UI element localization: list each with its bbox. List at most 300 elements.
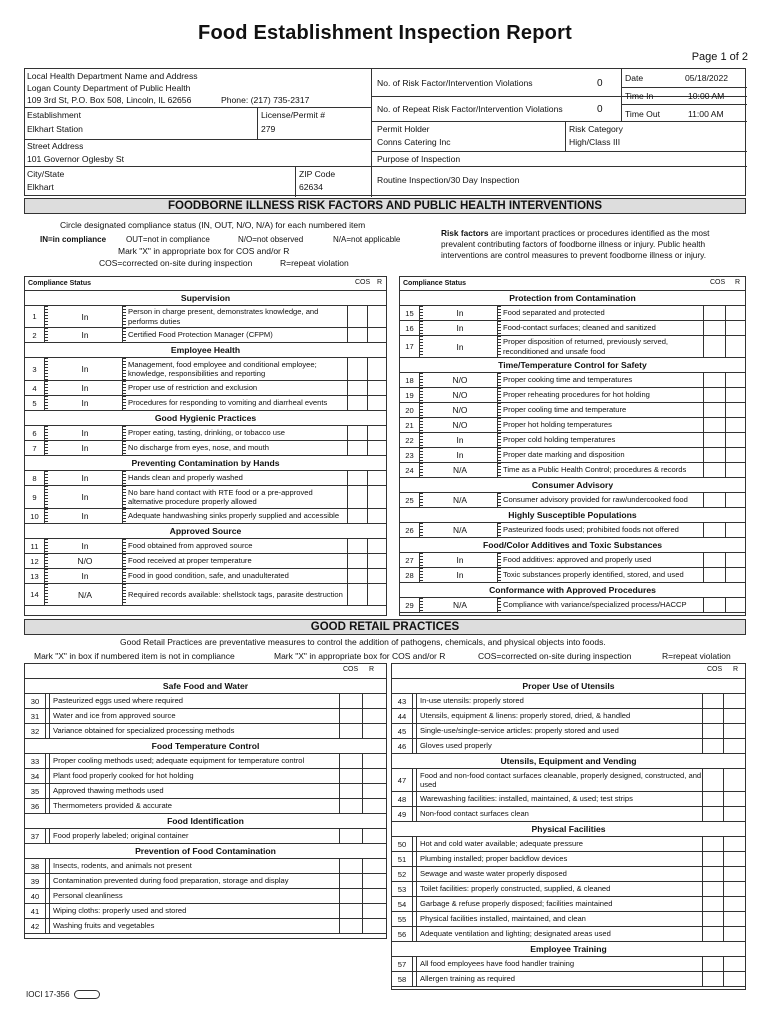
cos-checkbox[interactable]: [703, 957, 724, 971]
cos-checkbox[interactable]: [703, 694, 724, 708]
item-description: Consumer advisory provided for raw/undercooked food: [501, 493, 704, 507]
risk-item-row: [400, 598, 745, 613]
retail-item-row: [392, 724, 745, 739]
foodborne-title: FOODBORNE ILLNESS RISK FACTORS AND PUBLIC HEALTH INTERVENTIONS: [24, 198, 746, 214]
item-description: Hot and cold water available; adequate pressure: [417, 837, 703, 851]
retail-line-1: Good Retail Practices are preventative measures to control the addition of pathogens, chemicals, and physical objects into foods.: [120, 637, 606, 647]
group-heading: Time/Temperature Control for Safety: [400, 358, 745, 373]
compliance-status[interactable]: In: [423, 433, 498, 447]
repeat-checkbox[interactable]: [726, 403, 748, 417]
repeat-checkbox[interactable]: [368, 396, 388, 410]
retail-item-row: [25, 709, 386, 724]
time-in-value: 10:00 AM: [688, 91, 725, 101]
cos-checkbox[interactable]: [348, 509, 368, 523]
legend-repeat: R=repeat violation: [280, 258, 349, 268]
repeat-checkbox[interactable]: [363, 889, 386, 903]
legend-line-1: Circle designated compliance status (IN, OUT, N/O, N/A) for each numbered item: [60, 220, 366, 230]
risk-item-row: [25, 509, 386, 524]
cos-checkbox[interactable]: [704, 418, 726, 432]
cos-checkbox[interactable]: [703, 912, 724, 926]
cos-checkbox[interactable]: [348, 358, 368, 380]
item-number: 36: [25, 799, 46, 813]
item-description: Proper eating, tasting, drinking, or tobacco use: [126, 426, 348, 440]
retail-item-row: [25, 904, 386, 919]
cos-checkbox[interactable]: [704, 321, 726, 335]
repeat-checkbox[interactable]: [726, 493, 748, 507]
cos-checkbox[interactable]: [348, 554, 368, 568]
compliance-status[interactable]: In: [48, 306, 123, 327]
compliance-status[interactable]: N/A: [423, 523, 498, 537]
item-description: Non-food contact surfaces clean: [417, 807, 703, 821]
repeat-checkbox[interactable]: [363, 859, 386, 873]
cos-checkbox[interactable]: [348, 441, 368, 455]
item-description: Single-use/single-service articles: properly stored and used: [417, 724, 703, 738]
cos-checkbox[interactable]: [704, 388, 726, 402]
cos-checkbox[interactable]: [340, 904, 363, 918]
compliance-status[interactable]: In: [423, 568, 498, 582]
compliance-status[interactable]: N/A: [423, 493, 498, 507]
compliance-status[interactable]: In: [48, 358, 123, 380]
item-description: Time as a Public Health Control; procedures & records: [501, 463, 704, 477]
item-description: Management, food employee and conditional employee; knowledge, responsibilities and reporting: [126, 358, 348, 380]
cos-checkbox[interactable]: [340, 694, 363, 708]
retail-item-row: [392, 927, 745, 942]
retail-item-row: [392, 739, 745, 754]
permit-holder-label: Permit Holder: [377, 124, 430, 134]
establishment-value: Elkhart Station: [27, 124, 83, 134]
retail-line-2a: Mark "X" in box if numbered item is not in compliance: [34, 651, 235, 661]
cos-checkbox[interactable]: [704, 373, 726, 387]
item-description: Food and non-food contact surfaces cleanable, properly designed, constructed, and used: [417, 769, 703, 791]
item-number: 56: [392, 927, 413, 941]
risk-table-right-header: [400, 277, 745, 291]
repeat-checkbox[interactable]: [724, 972, 745, 986]
item-number: 6: [25, 426, 45, 440]
repeat-checkbox[interactable]: [726, 463, 748, 477]
item-number: 37: [25, 829, 46, 843]
cos-checkbox[interactable]: [703, 927, 724, 941]
cos-checkbox[interactable]: [703, 972, 724, 986]
risk-item-row: [400, 418, 745, 433]
item-number: 9: [25, 486, 45, 508]
compliance-status[interactable]: N/O: [423, 403, 498, 417]
cos-checkbox[interactable]: [340, 874, 363, 888]
repeat-checkbox[interactable]: [724, 807, 745, 821]
group-heading: Highly Susceptible Populations: [400, 508, 745, 523]
retail-item-row: [392, 912, 745, 927]
group-heading: Preventing Contamination by Hands: [25, 456, 386, 471]
repeat-checkbox[interactable]: [368, 471, 388, 485]
risk-item-row: [25, 569, 386, 584]
group-heading: Utensils, Equipment and Vending: [392, 754, 745, 769]
repeat-checkbox[interactable]: [724, 927, 745, 941]
repeat-checkbox[interactable]: [363, 904, 386, 918]
retail-table-left: [24, 663, 387, 939]
retail-item-row: [25, 799, 386, 814]
risk-item-row: [25, 306, 386, 328]
repeat-checkbox[interactable]: [726, 306, 748, 320]
cos-header: COS: [707, 666, 723, 673]
legend-line-3: Mark "X" in appropriate box for COS and/or R: [118, 246, 290, 256]
item-description: Toilet facilities: properly constructed, supplied, & cleaned: [417, 882, 703, 896]
retail-item-row: [392, 972, 745, 987]
repeat-checkbox[interactable]: [726, 321, 748, 335]
repeat-checkbox[interactable]: [363, 724, 386, 738]
compliance-status[interactable]: N/A: [423, 463, 498, 477]
repeat-checkbox[interactable]: [363, 919, 386, 933]
cos-checkbox[interactable]: [340, 889, 363, 903]
group-heading: Prevention of Food Contamination: [25, 844, 386, 859]
repeat-checkbox[interactable]: [726, 433, 748, 447]
repeat-checkbox[interactable]: [726, 553, 748, 567]
group-heading: Good Hygienic Practices: [25, 411, 386, 426]
repeat-checkbox[interactable]: [724, 769, 745, 791]
retail-item-row: [25, 694, 386, 709]
compliance-status[interactable]: N/A: [48, 584, 123, 605]
item-description: All food employees have food handler training: [417, 957, 703, 971]
repeat-checkbox[interactable]: [363, 874, 386, 888]
item-description: No discharge from eyes, nose, and mouth: [126, 441, 348, 455]
item-number: 29: [400, 598, 420, 612]
repeat-checkbox[interactable]: [726, 598, 748, 612]
risk-item-row: [25, 441, 386, 456]
item-number: 41: [25, 904, 46, 918]
cos-checkbox[interactable]: [340, 754, 363, 768]
cos-checkbox[interactable]: [340, 919, 363, 933]
compliance-status[interactable]: In: [423, 336, 498, 357]
item-description: Proper cooking time and temperatures: [501, 373, 704, 387]
compliance-status-label: Compliance Status: [28, 280, 92, 287]
cos-checkbox[interactable]: [703, 837, 724, 851]
group-heading: Food/Color Additives and Toxic Substances: [400, 538, 745, 553]
repeat-checkbox[interactable]: [724, 867, 745, 881]
repeat-checkbox[interactable]: [726, 336, 748, 357]
group-heading: Supervision: [25, 291, 386, 306]
item-number: 26: [400, 523, 420, 537]
repeat-checkbox[interactable]: [724, 694, 745, 708]
item-number: 20: [400, 403, 420, 417]
compliance-status[interactable]: N/A: [423, 598, 498, 612]
cos-checkbox[interactable]: [348, 306, 368, 327]
compliance-status[interactable]: In: [48, 381, 123, 395]
item-number: 45: [392, 724, 413, 738]
repeat-checkbox[interactable]: [726, 448, 748, 462]
cos-checkbox[interactable]: [704, 553, 726, 567]
item-number: 25: [400, 493, 420, 507]
cos-checkbox[interactable]: [340, 709, 363, 723]
repeat-checkbox[interactable]: [363, 769, 386, 783]
item-description: No bare hand contact with RTE food or a pre-approved alternative procedure properly allowed: [126, 486, 348, 508]
repeat-checkbox[interactable]: [368, 328, 388, 342]
retail-item-row: [25, 769, 386, 784]
repeat-checkbox[interactable]: [724, 912, 745, 926]
item-description: Compliance with variance/specialized process/HACCP: [501, 598, 704, 612]
item-description: Toxic substances properly identified, stored, and used: [501, 568, 704, 582]
cos-checkbox[interactable]: [703, 807, 724, 821]
item-number: 53: [392, 882, 413, 896]
cos-checkbox[interactable]: [348, 328, 368, 342]
cos-checkbox[interactable]: [703, 897, 724, 911]
group-heading: Conformance with Approved Procedures: [400, 583, 745, 598]
retail-item-row: [392, 957, 745, 972]
cos-checkbox[interactable]: [704, 523, 726, 537]
risk-item-row: [25, 486, 386, 509]
cos-checkbox[interactable]: [704, 493, 726, 507]
cos-checkbox[interactable]: [348, 584, 368, 605]
repeat-checkbox[interactable]: [724, 957, 745, 971]
report-title: Food Establishment Inspection Report: [198, 22, 572, 44]
risk-item-row: [400, 553, 745, 568]
risk-item-row: [25, 426, 386, 441]
item-description: Proper reheating procedures for hot holding: [501, 388, 704, 402]
item-description: Garbage & refuse properly disposed; facilities maintained: [417, 897, 703, 911]
item-number: 31: [25, 709, 46, 723]
retail-item-row: [392, 852, 745, 867]
retail-left-header: [25, 664, 386, 679]
cos-checkbox[interactable]: [703, 867, 724, 881]
cos-checkbox[interactable]: [703, 852, 724, 866]
risk-item-row: [25, 328, 386, 343]
group-heading: Consumer Advisory: [400, 478, 745, 493]
item-number: 40: [25, 889, 46, 903]
risk-item-row: [25, 381, 386, 396]
retail-item-row: [25, 859, 386, 874]
repeat-checkbox[interactable]: [363, 799, 386, 813]
risk-item-row: [400, 493, 745, 508]
cos-checkbox[interactable]: [348, 426, 368, 440]
item-number: 28: [400, 568, 420, 582]
lhd-phone: Phone: (217) 735-2317: [221, 95, 310, 105]
item-description: Hands clean and properly washed: [126, 471, 348, 485]
item-description: Proper cooling methods used; adequate equipment for temperature control: [50, 754, 340, 768]
repeat-checkbox[interactable]: [726, 568, 748, 582]
compliance-status[interactable]: In: [48, 396, 123, 410]
item-number: 54: [392, 897, 413, 911]
repeat-checkbox[interactable]: [724, 882, 745, 896]
compliance-status[interactable]: In: [48, 328, 123, 342]
compliance-status[interactable]: In: [48, 509, 123, 523]
cos-checkbox[interactable]: [703, 709, 724, 723]
rf-violations-label: No. of Risk Factor/Intervention Violations: [377, 78, 533, 88]
group-heading: Physical Facilities: [392, 822, 745, 837]
legend-cos: COS=corrected on-site during inspection: [99, 258, 253, 268]
retail-item-row: [392, 867, 745, 882]
repeat-checkbox[interactable]: [363, 754, 386, 768]
item-number: 48: [392, 792, 413, 806]
item-description: Food properly labeled; original container: [50, 829, 340, 843]
item-number: 33: [25, 754, 46, 768]
risk-table-left: [24, 276, 387, 616]
cos-checkbox[interactable]: [348, 396, 368, 410]
retail-line-2b: Mark "X" in appropriate box for COS and/or R: [274, 651, 446, 661]
retail-item-row: [25, 784, 386, 799]
cos-checkbox[interactable]: [340, 724, 363, 738]
retail-item-row: [392, 769, 745, 792]
repeat-checkbox[interactable]: [368, 441, 388, 455]
cos-checkbox[interactable]: [704, 598, 726, 612]
item-number: 47: [392, 769, 413, 791]
cos-checkbox[interactable]: [703, 724, 724, 738]
cos-checkbox[interactable]: [340, 769, 363, 783]
compliance-status[interactable]: In: [48, 441, 123, 455]
cos-checkbox[interactable]: [348, 539, 368, 553]
repeat-checkbox[interactable]: [363, 829, 386, 843]
compliance-status[interactable]: In: [48, 426, 123, 440]
compliance-status[interactable]: N/O: [423, 388, 498, 402]
cos-checkbox[interactable]: [340, 829, 363, 843]
cos-checkbox[interactable]: [704, 306, 726, 320]
item-number: 3: [25, 358, 45, 380]
item-number: 5: [25, 396, 45, 410]
item-description: Allergen training as required: [417, 972, 703, 986]
cos-checkbox[interactable]: [340, 859, 363, 873]
item-description: Personal cleanliness: [50, 889, 340, 903]
risk-item-row: [400, 523, 745, 538]
cos-checkbox[interactable]: [704, 433, 726, 447]
form-number: IOCI 17-356: [26, 990, 70, 999]
item-description: Plant food properly cooked for hot holding: [50, 769, 340, 783]
risk-item-row: [25, 471, 386, 486]
item-number: 55: [392, 912, 413, 926]
idph-logo-icon: [74, 990, 100, 999]
retail-item-row: [392, 882, 745, 897]
cos-checkbox[interactable]: [703, 769, 724, 791]
repeat-checkbox[interactable]: [368, 381, 388, 395]
repeat-checkbox[interactable]: [724, 792, 745, 806]
repeat-checkbox[interactable]: [724, 709, 745, 723]
item-description: Adequate handwashing sinks properly supplied and accessible: [126, 509, 348, 523]
legend-out: OUT=not in compliance: [126, 235, 210, 244]
group-heading: Proper Use of Utensils: [392, 679, 745, 694]
compliance-status[interactable]: In: [423, 448, 498, 462]
cos-checkbox[interactable]: [703, 739, 724, 753]
repeat-checkbox[interactable]: [726, 418, 748, 432]
cos-checkbox[interactable]: [348, 569, 368, 583]
repeat-checkbox[interactable]: [363, 784, 386, 798]
risk-item-row: [400, 433, 745, 448]
retail-item-row: [25, 919, 386, 934]
cos-checkbox[interactable]: [340, 784, 363, 798]
item-description: Food separated and protected: [501, 306, 704, 320]
cos-checkbox[interactable]: [704, 568, 726, 582]
repeat-checkbox[interactable]: [368, 426, 388, 440]
cos-checkbox[interactable]: [340, 799, 363, 813]
cos-checkbox[interactable]: [704, 448, 726, 462]
item-description: Proper use of restriction and exclusion: [126, 381, 348, 395]
lhd-address: 109 3rd St, P.O. Box 508, Lincoln, IL 62656: [27, 95, 192, 105]
compliance-status-label: Compliance Status: [403, 280, 467, 287]
group-heading: Food Identification: [25, 814, 386, 829]
item-description: Warewashing facilities: installed, maintained, & used; test strips: [417, 792, 703, 806]
item-description: Food additives: approved and properly used: [501, 553, 704, 567]
item-number: 38: [25, 859, 46, 873]
repeat-checkbox[interactable]: [724, 897, 745, 911]
item-description: Physical facilities installed, maintained, and clean: [417, 912, 703, 926]
compliance-status[interactable]: In: [423, 306, 498, 320]
repeat-violations-value: 0: [597, 104, 603, 115]
repeat-checkbox[interactable]: [368, 554, 388, 568]
item-number: 15: [400, 306, 420, 320]
retail-item-row: [392, 709, 745, 724]
item-description: Variance obtained for specialized processing methods: [50, 724, 340, 738]
repeat-checkbox[interactable]: [368, 486, 388, 508]
compliance-status[interactable]: N/O: [48, 554, 123, 568]
cos-checkbox[interactable]: [703, 882, 724, 896]
item-description: Required records available: shellstock tags, parasite destruction: [126, 584, 348, 605]
compliance-status[interactable]: In: [48, 471, 123, 485]
repeat-checkbox[interactable]: [368, 584, 388, 605]
compliance-status[interactable]: In: [423, 321, 498, 335]
repeat-checkbox[interactable]: [724, 724, 745, 738]
lhd-label: Local Health Department Name and Address: [27, 71, 198, 81]
repeat-checkbox[interactable]: [726, 388, 748, 402]
risk-item-row: [400, 463, 745, 478]
cos-checkbox[interactable]: [348, 471, 368, 485]
compliance-status[interactable]: In: [48, 486, 123, 508]
repeat-checkbox[interactable]: [726, 373, 748, 387]
item-number: 52: [392, 867, 413, 881]
cos-checkbox[interactable]: [704, 463, 726, 477]
group-heading: Protection from Contamination: [400, 291, 745, 306]
city-value: Elkhart: [27, 182, 54, 192]
item-description: Food received at proper temperature: [126, 554, 348, 568]
repeat-checkbox[interactable]: [368, 306, 388, 327]
compliance-status[interactable]: In: [48, 569, 123, 583]
repeat-checkbox[interactable]: [724, 837, 745, 851]
license-label: License/Permit #: [261, 110, 326, 120]
item-description: Adequate ventilation and lighting; designated areas used: [417, 927, 703, 941]
repeat-checkbox[interactable]: [368, 358, 388, 380]
cos-checkbox[interactable]: [348, 381, 368, 395]
item-number: 30: [25, 694, 46, 708]
group-heading: Safe Food and Water: [25, 679, 386, 694]
compliance-status[interactable]: In: [423, 553, 498, 567]
item-number: 2: [25, 328, 45, 342]
compliance-status[interactable]: N/O: [423, 373, 498, 387]
item-number: 7: [25, 441, 45, 455]
risk-item-row: [25, 396, 386, 411]
time-in-label: Time In: [625, 91, 654, 101]
compliance-status[interactable]: N/O: [423, 418, 498, 432]
cos-checkbox[interactable]: [704, 336, 726, 357]
item-number: 49: [392, 807, 413, 821]
item-description: Insects, rodents, and animals not present: [50, 859, 340, 873]
item-number: 16: [400, 321, 420, 335]
cos-checkbox[interactable]: [704, 403, 726, 417]
repeat-checkbox[interactable]: [726, 523, 748, 537]
cos-checkbox[interactable]: [703, 792, 724, 806]
risk-item-row: [25, 539, 386, 554]
establishment-label: Establishment: [27, 110, 81, 120]
footer: [26, 990, 100, 999]
cos-checkbox[interactable]: [348, 486, 368, 508]
group-heading: Approved Source: [25, 524, 386, 539]
risk-item-row: [400, 568, 745, 583]
repeat-checkbox[interactable]: [363, 694, 386, 708]
repeat-checkbox[interactable]: [724, 852, 745, 866]
item-number: 58: [392, 972, 413, 986]
item-description: Food-contact surfaces; cleaned and sanitized: [501, 321, 704, 335]
repeat-checkbox[interactable]: [724, 739, 745, 753]
repeat-checkbox[interactable]: [363, 709, 386, 723]
repeat-checkbox[interactable]: [368, 569, 388, 583]
repeat-checkbox[interactable]: [368, 509, 388, 523]
item-number: 24: [400, 463, 420, 477]
compliance-status[interactable]: In: [48, 539, 123, 553]
r-header: R: [377, 279, 383, 286]
repeat-checkbox[interactable]: [368, 539, 388, 553]
item-description: Food in good condition, safe, and unadulterated: [126, 569, 348, 583]
